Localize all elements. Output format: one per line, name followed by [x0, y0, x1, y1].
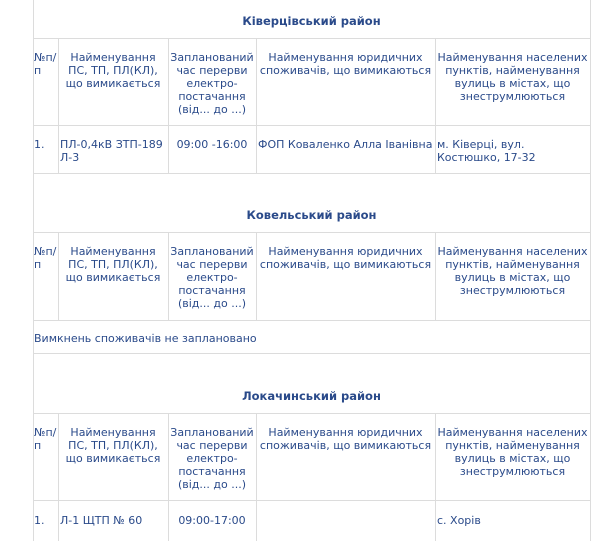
header-num: №п/п: [34, 426, 57, 452]
header-time: Запланований час перерви електро-постачання (від... до ...): [170, 51, 254, 116]
header-time: Запланований час перерви електро-постачання (від... до ...): [170, 426, 254, 491]
header-time: Запланований час перерви електро-постачання (від... до ...): [170, 245, 254, 310]
row-time: 09:00-17:00: [178, 514, 246, 527]
header-places: Найменування населених пунктів, найменування вулиць в містах, що знеструмлюються: [437, 245, 588, 297]
row-object: Л-1 ЩТП № 60: [60, 514, 143, 527]
table-border-right: [590, 0, 591, 541]
col-divider: [168, 413, 169, 541]
col-divider: [256, 413, 257, 541]
district-title-kovel: Ковельський район: [246, 208, 377, 222]
header-places: Найменування населених пунктів, найменування вулиць в містах, що знеструмлюються: [437, 51, 588, 103]
col-divider: [435, 232, 436, 320]
header-object: Найменування ПС, ТП, ПЛ(КЛ), що вимикається: [65, 51, 161, 90]
no-outages-note: Вимкнень споживачів не заплановано: [34, 332, 257, 345]
divider: [33, 173, 590, 174]
divider: [33, 320, 590, 321]
col-divider: [58, 413, 59, 541]
divider: [33, 38, 590, 39]
col-divider: [58, 38, 59, 173]
header-object: Найменування ПС, ТП, ПЛ(КЛ), що вимикається: [65, 426, 161, 465]
col-divider: [168, 232, 169, 320]
col-divider: [435, 38, 436, 173]
header-legal: Найменування юридичних споживачів, що вимикаються: [259, 245, 432, 271]
col-divider: [435, 413, 436, 541]
row-num: 1.: [34, 514, 45, 527]
row-object: ПЛ-0,4кВ ЗТП-189 Л-3: [60, 138, 163, 164]
col-divider: [256, 38, 257, 173]
row-legal: ФОП Коваленко Алла Іванівна: [258, 138, 433, 151]
header-places: Найменування населених пунктів, найменування вулиць в містах, що знеструмлюються: [437, 426, 588, 478]
header-legal: Найменування юридичних споживачів, що вимикаються: [259, 426, 432, 452]
header-num: №п/п: [34, 245, 57, 271]
divider: [33, 500, 590, 501]
row-places: с. Хорів: [437, 514, 481, 527]
header-legal: Найменування юридичних споживачів, що вимикаються: [259, 51, 432, 77]
col-divider: [168, 38, 169, 173]
divider: [33, 125, 590, 126]
row-places: м. Ківерці, вул. Костюшко, 17-32: [437, 138, 536, 164]
col-divider: [58, 232, 59, 320]
col-divider: [256, 232, 257, 320]
row-time: 09:00 -16:00: [176, 138, 248, 151]
header-object: Найменування ПС, ТП, ПЛ(КЛ), що вимикається: [65, 245, 161, 284]
district-title-kivertsi: Ківерцівський район: [242, 14, 381, 28]
header-num: №п/п: [34, 51, 57, 77]
divider: [33, 232, 590, 233]
divider: [33, 413, 590, 414]
divider: [33, 353, 590, 354]
district-title-lokachi: Локачинський район: [242, 389, 381, 403]
row-num: 1.: [34, 138, 45, 151]
